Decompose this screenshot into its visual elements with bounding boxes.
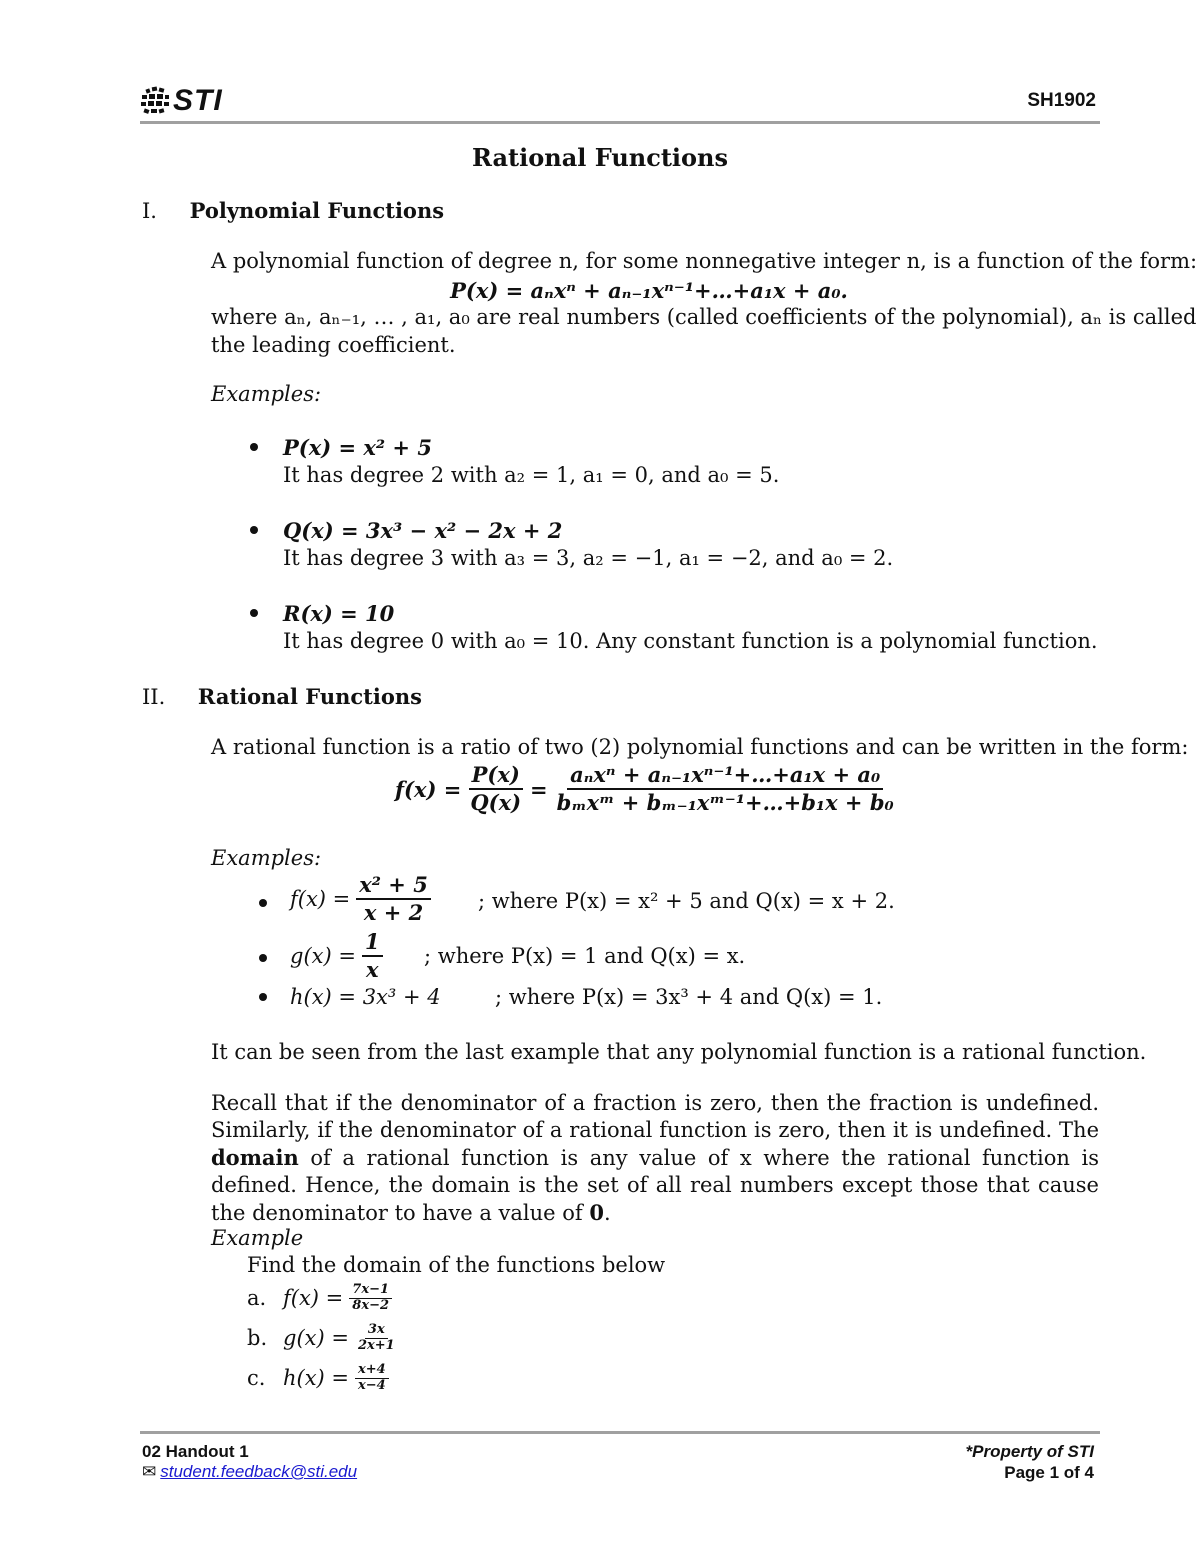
rational-eq: = [530,776,548,802]
example-instruction: Find the domain of the functions below [247,1253,666,1277]
page-title: Rational Functions [471,143,729,172]
example-q-desc: It has degree 3 with a₃ = 3, a₂ = −1, a₁ = −2, and a₀ = 2. [283,546,894,570]
bullet [259,899,267,907]
domain-item-a [247,1278,392,1318]
examples-label-2: Examples: [211,846,322,870]
domain-item-b-fraction [355,1323,398,1354]
para-domain-a: Recall that if the denominator of a fraction is zero, then the fraction is undefined. Similarly, if the denominator of a rational function is zero, then it is undefined. The [211,1091,1099,1142]
domain-item-a-num: 7x−1 [349,1283,392,1299]
doc-code: SH1902 [1027,90,1096,111]
rational-pq-fraction [467,762,524,817]
footer-handout: 02 Handout 1 [142,1442,249,1461]
paragraph-polynomial-is-rational: It can be seen from the last example that any polynomial function is a rational function. [211,1040,1147,1064]
footer-page: Page 1 of 4 [1004,1463,1094,1482]
domain-item-b [247,1318,398,1358]
bullet [250,609,258,617]
rational-den: Q(x) [470,790,522,816]
section-2-heading [142,684,422,709]
domain-item-c-den: x−4 [358,1377,386,1393]
domain-item-b-den: 2x+1 [357,1337,395,1353]
section-2-numeral: II. [142,685,166,709]
para-domain-bold: domain [211,1145,299,1170]
rational-formula [395,762,897,817]
page-header [140,80,1100,126]
example-g-den: x [366,957,379,983]
example-label: Example [211,1226,304,1250]
domain-item-c-letter: c. [247,1366,266,1390]
domain-item-a-den: 8x−2 [352,1297,390,1313]
example-g-num: 1 [362,929,383,957]
bullet [259,954,267,962]
rational-big-den: bₘxᵐ + bₘ₋₁xᵐ⁻¹+…+b₁x + b₀ [556,790,894,816]
sti-logo [140,84,223,118]
domain-item-c-num: x+4 [355,1363,389,1379]
rational-lhs: f(x) = [395,776,462,802]
example-f-fraction [356,872,431,927]
example-f-where: ; where P(x) = x² + 5 and Q(x) = x + 2. [478,889,895,913]
para-domain-zero: 0 [589,1200,604,1225]
example-p-desc: It has degree 2 with a₂ = 1, a₁ = 0, and a₀ = 5. [283,463,780,487]
rational-num: P(x) [469,762,523,790]
section-1-title: Polynomial Functions [189,198,445,223]
section-1-numeral: I. [142,199,157,223]
envelope-icon: ✉ [142,1462,157,1482]
para-domain-end: . [604,1201,611,1225]
domain-item-c-lhs: h(x) = [283,1366,350,1390]
domain-item-a-lhs: f(x) = [283,1286,344,1310]
domain-item-c-fraction [355,1363,389,1394]
footer-rule [140,1431,1100,1434]
example-g-where: ; where P(x) = 1 and Q(x) = x. [424,944,746,968]
footer-property: *Property of STI [965,1442,1094,1461]
bullet [250,526,258,534]
bullet [259,993,267,1001]
domain-item-c [247,1358,389,1398]
domain-item-b-num: 3x [365,1323,388,1339]
section-2-intro: A rational function is a ratio of two (2) polynomial functions and can be written in the form: [211,735,1189,759]
section-1-heading [142,198,444,223]
footer-email-link[interactable]: student.feedback@sti.edu [160,1462,358,1481]
domain-item-a-fraction [349,1283,392,1314]
example-g-lhs: g(x) = [290,944,356,969]
where-line-1: where aₙ, aₙ₋₁, … , a₁, a₀ are real numbers (called coefficients of the polynomial), aₙ is called [211,305,1197,329]
example-f [290,872,431,927]
domain-item-b-lhs: g(x) = [283,1326,349,1350]
example-p-formula: P(x) = x² + 5 [283,435,432,460]
para-domain-b: of a rational function is any value of x where the rational function is defined. Hence, the domain is the set of all real numbers except those that cause the denominator to have a value of [211,1146,1099,1225]
example-r-desc: It has degree 0 with a₀ = 10. Any constant function is a polynomial function. [283,629,1098,653]
domain-item-b-letter: b. [247,1326,268,1350]
paragraph-domain [211,1090,1099,1227]
example-f-num: x² + 5 [356,872,431,900]
example-h-where: ; where P(x) = 3x³ + 4 and Q(x) = 1. [495,985,883,1009]
footer-email-row [142,1462,357,1482]
example-g-fraction [362,929,383,984]
example-f-lhs: f(x) = [290,887,351,912]
domain-item-a-letter: a. [247,1286,267,1310]
section-1-intro: A polynomial function of degree n, for some nonnegative integer n, is a function of the form: [211,249,1198,273]
polynomial-formula: P(x) = aₙxⁿ + aₙ₋₁xⁿ⁻¹+…+a₁x + a₀. [450,278,848,303]
logo-text: STI [173,84,223,117]
globe-icon [140,85,172,117]
example-r-formula: R(x) = 10 [283,601,395,626]
rational-big-fraction [554,762,897,817]
where-line-2: the leading coefficient. [211,333,456,357]
section-2-title: Rational Functions [197,684,422,709]
bullet [250,443,258,451]
rational-big-num: aₙxⁿ + aₙ₋₁xⁿ⁻¹+…+a₁x + a₀ [567,762,883,790]
header-rule [140,121,1100,124]
example-h-lhs: h(x) = 3x³ + 4 [290,985,441,1009]
examples-label-1: Examples: [211,382,322,406]
example-q-formula: Q(x) = 3x³ − x² − 2x + 2 [283,518,563,543]
example-g [290,929,383,984]
example-f-den: x + 2 [363,900,424,926]
